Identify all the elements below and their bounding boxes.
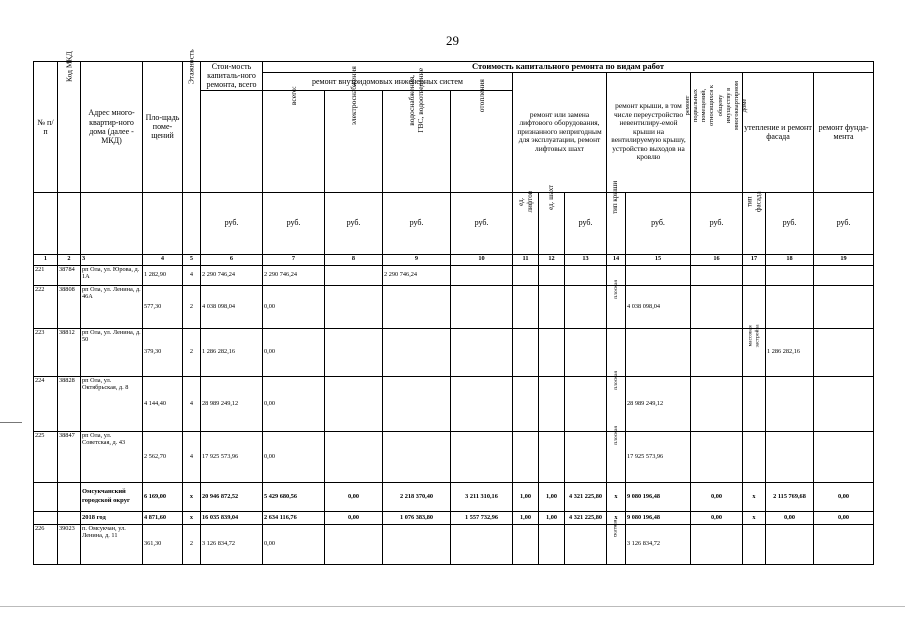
row-water <box>383 285 451 328</box>
row-water: 2 290 746,24 <box>383 265 451 285</box>
subtotal-basement: 0,00 <box>691 511 743 524</box>
subtotal-heating: 3 211 310,16 <box>451 482 513 511</box>
row-elev-rub <box>565 328 607 376</box>
row-address: рп Ола, ул. Октябрьская, д. 8 <box>81 376 143 431</box>
row-basement <box>691 376 743 431</box>
row-code: 39023 <box>58 524 81 564</box>
row-basement <box>691 524 743 564</box>
row-total: 17 925 573,96 <box>201 431 263 482</box>
unit-rub: руб. <box>263 192 325 254</box>
row-elev-units <box>513 285 539 328</box>
row-foundation <box>814 431 874 482</box>
subtotal-label: 2018 год <box>81 511 143 524</box>
row-address: рп Ола, ул. Ленина, д. 50 <box>81 328 143 376</box>
row-shafts <box>539 285 565 328</box>
row-facade-type <box>743 431 766 482</box>
unit-rub: руб. <box>766 192 814 254</box>
row-shafts <box>539 524 565 564</box>
header-roof: ремонт крыши, в том числе переустройство невентилиру-емой крыши на вентилируемую крышу, устройство выходов на кровлю <box>607 72 691 192</box>
subtotal-roof-rub: 9 080 196,48 <box>626 511 691 524</box>
row-address: рп Ола, ул. Советская, д. 43 <box>81 431 143 482</box>
column-number: 15 <box>626 254 691 265</box>
subtotal-water: 2 218 370,40 <box>383 482 451 511</box>
row-code: 38847 <box>58 431 81 482</box>
subtotal-area: 6 169,00 <box>143 482 183 511</box>
column-number: 7 <box>263 254 325 265</box>
column-number: 11 <box>513 254 539 265</box>
row-roof-type <box>607 328 626 376</box>
row-area: 4 144,40 <box>143 376 183 431</box>
subtotal-roof-rub: 9 080 196,48 <box>626 482 691 511</box>
row-roof-rub <box>626 265 691 285</box>
row-number: 223 <box>34 328 58 376</box>
subtotal-empty <box>34 511 58 524</box>
subtotal-facade-type: х <box>743 511 766 524</box>
column-numbers-row <box>34 254 874 265</box>
row-code: 38812 <box>58 328 81 376</box>
header-elevators: ремонт или замена лифтового оборудования, признанного непригодным для эксплуатации, ремонт лифтовых шахт <box>513 72 607 192</box>
subtotal-row <box>34 511 874 524</box>
row-foundation <box>814 285 874 328</box>
header-heating: отопления <box>451 90 513 192</box>
row-heating <box>451 265 513 285</box>
row-roof-type: скатная <box>607 524 626 564</box>
row-facade-rub <box>766 376 814 431</box>
row-roof-type: плоская <box>607 431 626 482</box>
unit-rub: руб. <box>451 192 513 254</box>
row-elev-units <box>513 328 539 376</box>
unit-empty-3 <box>81 192 143 254</box>
row-facade-rub <box>766 431 814 482</box>
subtotal-facade-type: х <box>743 482 766 511</box>
row-electric <box>325 328 383 376</box>
row-facade-type <box>743 285 766 328</box>
subtotal-total: 16 035 839,04 <box>201 511 263 524</box>
row-total: 1 286 282,16 <box>201 328 263 376</box>
subtotal-systems-total: 2 634 116,76 <box>263 511 325 524</box>
column-number: 8 <box>325 254 383 265</box>
row-electric <box>325 431 383 482</box>
header-total-cost: Стои-мость капиталь-ного ремонта, всего <box>201 62 263 91</box>
subtotal-electric: 0,00 <box>325 482 383 511</box>
row-systems-total: 0,00 <box>263 431 325 482</box>
row-roof-rub: 3 126 834,72 <box>626 524 691 564</box>
row-address: рп Ола, ул. Ленина, д. 46А <box>81 285 143 328</box>
subtotal-floors: х <box>183 511 201 524</box>
subtotal-facade-rub: 2 115 769,68 <box>766 482 814 511</box>
subtotal-heating: 1 557 732,96 <box>451 511 513 524</box>
row-address: п. Омсукчан, ул. Ленина, д. 11 <box>81 524 143 564</box>
row-floors: 4 <box>183 265 201 285</box>
row-systems-total: 0,00 <box>263 328 325 376</box>
row-water <box>383 376 451 431</box>
row-number: 226 <box>34 524 58 564</box>
column-number: 16 <box>691 254 743 265</box>
subtotal-total: 20 946 872,52 <box>201 482 263 511</box>
subtotal-empty <box>58 482 81 511</box>
subtotal-roof-type: х <box>607 482 626 511</box>
header-systems-total: всего: <box>263 90 325 192</box>
subtotal-floors: х <box>183 482 201 511</box>
row-heating <box>451 285 513 328</box>
row-foundation <box>814 524 874 564</box>
column-number: 9 <box>383 254 451 265</box>
row-code: 38784 <box>58 265 81 285</box>
header-number: № п/ п <box>34 62 58 193</box>
column-number: 18 <box>766 254 814 265</box>
header-total-cost-cont <box>201 90 263 192</box>
row-roof-rub: 28 989 249,12 <box>626 376 691 431</box>
row-heating <box>451 431 513 482</box>
row-foundation <box>814 265 874 285</box>
row-elev-rub <box>565 265 607 285</box>
unit-empty-5 <box>183 192 201 254</box>
row-basement <box>691 285 743 328</box>
row-total: 28 989 249,12 <box>201 376 263 431</box>
row-roof-rub: 17 925 573,96 <box>626 431 691 482</box>
row-electric <box>325 524 383 564</box>
row-electric <box>325 265 383 285</box>
unit-rub: руб. <box>565 192 607 254</box>
row-facade-rub <box>766 285 814 328</box>
row-elev-rub <box>565 431 607 482</box>
row-systems-total: 0,00 <box>263 285 325 328</box>
row-floors: 4 <box>183 376 201 431</box>
row-roof-type: плоская <box>607 376 626 431</box>
row-number: 222 <box>34 285 58 328</box>
unit-rub: руб. <box>383 192 451 254</box>
row-heating <box>451 328 513 376</box>
header-facade: утепление и ремонт фасада <box>743 72 814 192</box>
row-floors: 4 <box>183 431 201 482</box>
row-electric <box>325 376 383 431</box>
row-elev-rub <box>565 285 607 328</box>
column-number: 4 <box>143 254 183 265</box>
row-facade-rub: 1 286 282,16 <box>766 328 814 376</box>
row-shafts <box>539 265 565 285</box>
unit-shafts: ед. шахт <box>539 192 565 254</box>
table-row <box>34 265 874 285</box>
row-water <box>383 431 451 482</box>
header-water: водоснабжения, ГВС, водоотведение <box>383 90 451 192</box>
column-number: 14 <box>607 254 626 265</box>
row-systems-total: 0,00 <box>263 376 325 431</box>
scan-artifact <box>0 422 22 423</box>
subtotal-elev-units: 1,00 <box>513 511 539 524</box>
column-number: 5 <box>183 254 201 265</box>
unit-elevator-units: ед. лифтов <box>513 192 539 254</box>
header-electric: электроснабжения <box>325 90 383 192</box>
row-facade-type: массовая застройка <box>743 328 766 376</box>
capital-repair-table <box>33 49 874 565</box>
table-row <box>34 285 874 328</box>
table-row <box>34 431 874 482</box>
subtotal-row <box>34 482 874 511</box>
row-address: рп Ола, ул. Юрова, д. 1А <box>81 265 143 285</box>
row-roof-rub: 4 038 098,04 <box>626 285 691 328</box>
row-shafts <box>539 431 565 482</box>
column-number: 17 <box>743 254 766 265</box>
row-water <box>383 328 451 376</box>
subtotal-foundation: 0,00 <box>814 482 874 511</box>
header-foundation: ремонт фунда-мента <box>814 72 874 192</box>
row-number: 221 <box>34 265 58 285</box>
table-row <box>34 524 874 564</box>
row-floors: 2 <box>183 328 201 376</box>
column-number: 3 <box>81 254 143 265</box>
unit-empty-2 <box>58 192 81 254</box>
row-area: 1 282,90 <box>143 265 183 285</box>
unit-rub: руб. <box>626 192 691 254</box>
subtotal-empty <box>58 511 81 524</box>
row-elev-rub <box>565 376 607 431</box>
header-engineering-systems: ремонт внутридомовых инженерных систем <box>263 72 513 90</box>
subtotal-systems-total: 5 429 680,56 <box>263 482 325 511</box>
column-number: 12 <box>539 254 565 265</box>
column-number: 13 <box>565 254 607 265</box>
subtotal-elev-units: 1,00 <box>513 482 539 511</box>
column-number: 1 <box>34 254 58 265</box>
row-systems-total: 2 290 746,24 <box>263 265 325 285</box>
subtotal-label: Омсукчанский городской округ <box>81 482 143 511</box>
row-roof-type: плоская <box>607 285 626 328</box>
subtotal-area: 4 871,60 <box>143 511 183 524</box>
row-elev-units <box>513 431 539 482</box>
row-facade-type <box>743 265 766 285</box>
row-floors: 2 <box>183 524 201 564</box>
row-basement <box>691 431 743 482</box>
page-number: 29 <box>446 33 459 48</box>
scan-artifact <box>0 606 905 607</box>
row-foundation <box>814 376 874 431</box>
subtotal-shafts: 1,00 <box>539 511 565 524</box>
row-systems-total: 0,00 <box>263 524 325 564</box>
row-roof-rub <box>626 328 691 376</box>
subtotal-electric: 0,00 <box>325 511 383 524</box>
row-heating <box>451 524 513 564</box>
row-basement <box>691 328 743 376</box>
unit-empty-4 <box>143 192 183 254</box>
unit-rub: руб. <box>325 192 383 254</box>
row-shafts <box>539 328 565 376</box>
row-total: 3 126 834,72 <box>201 524 263 564</box>
row-facade-rub <box>766 265 814 285</box>
column-number: 2 <box>58 254 81 265</box>
column-number: 10 <box>451 254 513 265</box>
header-floors: Этажность <box>183 62 201 193</box>
unit-roof-type: тип крыши <box>607 192 626 254</box>
row-floors: 2 <box>183 285 201 328</box>
table-row <box>34 376 874 431</box>
row-elev-units <box>513 265 539 285</box>
row-number: 225 <box>34 431 58 482</box>
row-area: 577,30 <box>143 285 183 328</box>
header-code: Код МКД <box>58 62 81 193</box>
unit-empty-1 <box>34 192 58 254</box>
row-foundation <box>814 328 874 376</box>
table-row <box>34 328 874 376</box>
row-basement <box>691 265 743 285</box>
row-number: 224 <box>34 376 58 431</box>
row-area: 379,30 <box>143 328 183 376</box>
subtotal-shafts: 1,00 <box>539 482 565 511</box>
subtotal-basement: 0,00 <box>691 482 743 511</box>
row-facade-rub <box>766 524 814 564</box>
header-area: Пло-щадь поме-щений <box>143 62 183 193</box>
row-heating <box>451 376 513 431</box>
row-water <box>383 524 451 564</box>
unit-rub: руб. <box>814 192 874 254</box>
header-address: Адрес много-квартир-ного дома (далее - МКД) <box>81 62 143 193</box>
row-elev-units <box>513 376 539 431</box>
row-shafts <box>539 376 565 431</box>
header-cost-by-work: Стоимость капитального ремонта по видам работ <box>263 62 874 73</box>
unit-rub: руб. <box>201 192 263 254</box>
subtotal-elev-rub: 4 321 225,80 <box>565 482 607 511</box>
subtotal-elev-rub: 4 321 225,80 <box>565 511 607 524</box>
row-total: 2 290 746,24 <box>201 265 263 285</box>
row-total: 4 038 098,04 <box>201 285 263 328</box>
subtotal-facade-rub: 0,00 <box>766 511 814 524</box>
row-area: 361,30 <box>143 524 183 564</box>
row-elev-units <box>513 524 539 564</box>
header-basement: ремонт подвальных помещений, относящихся к общему имуществу в многоквартирном доме <box>691 72 743 192</box>
row-code: 38808 <box>58 285 81 328</box>
row-facade-type <box>743 376 766 431</box>
row-electric <box>325 285 383 328</box>
subtotal-empty <box>34 482 58 511</box>
row-code: 38828 <box>58 376 81 431</box>
subtotal-water: 1 076 383,80 <box>383 511 451 524</box>
unit-rub: руб. <box>691 192 743 254</box>
row-elev-rub <box>565 524 607 564</box>
row-area: 2 562,70 <box>143 431 183 482</box>
unit-facade-type: тип фасада <box>743 192 766 254</box>
subtotal-foundation: 0,00 <box>814 511 874 524</box>
column-number: 19 <box>814 254 874 265</box>
subtotal-roof-type: х <box>607 511 626 524</box>
column-number: 6 <box>201 254 263 265</box>
row-facade-type <box>743 524 766 564</box>
